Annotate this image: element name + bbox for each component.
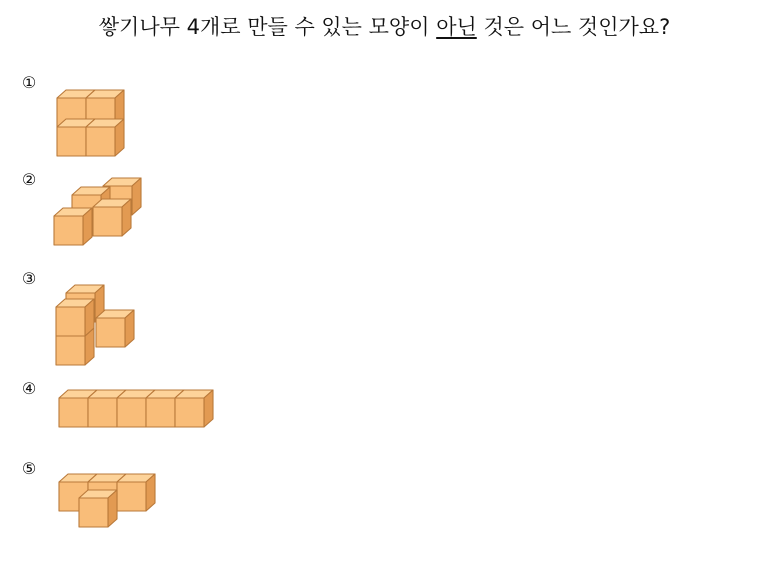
cube-top-face xyxy=(66,285,104,293)
cube-4-4 xyxy=(146,390,184,427)
choice-number-4[interactable]: ④ xyxy=(21,379,37,398)
cube-front-face xyxy=(93,207,122,236)
cube-side-face xyxy=(88,390,97,427)
cube-front-face xyxy=(146,398,175,427)
cube-top-face xyxy=(175,390,213,398)
cube-top-face xyxy=(146,390,184,398)
question-before: 쌓기나무 4개로 만들 수 있는 모양이 xyxy=(98,15,437,39)
cube-side-face xyxy=(132,178,141,215)
cube-front-face xyxy=(96,318,125,347)
cube-top-face xyxy=(86,90,124,98)
choice-number-2[interactable]: ② xyxy=(21,170,37,189)
cube-3-4 xyxy=(56,299,94,336)
question-after: 것은 어느 것인가요? xyxy=(476,15,671,39)
cube-top-face xyxy=(103,178,141,186)
cube-top-face xyxy=(57,90,95,98)
cube-side-face xyxy=(175,390,184,427)
cube-top-face xyxy=(88,390,126,398)
cube-top-face xyxy=(79,490,117,498)
cube-2-3 xyxy=(93,199,131,236)
cube-top-face xyxy=(117,474,155,482)
cube-1-3 xyxy=(57,119,95,156)
cube-4-3 xyxy=(117,390,155,427)
cube-top-face xyxy=(56,328,94,336)
cube-side-face xyxy=(115,119,124,156)
cube-3-2 xyxy=(96,310,134,347)
cube-front-face xyxy=(56,336,85,365)
cube-top-face xyxy=(59,390,97,398)
cube-4-5 xyxy=(175,390,213,427)
cube-top-face xyxy=(56,299,94,307)
cube-front-face xyxy=(54,216,83,245)
cube-top-face xyxy=(54,208,92,216)
cube-side-face xyxy=(85,328,94,365)
cube-2-1 xyxy=(103,178,141,215)
cube-side-face xyxy=(146,474,155,511)
cube-top-face xyxy=(57,119,95,127)
cube-side-face xyxy=(83,208,92,245)
cube-front-face xyxy=(72,195,101,224)
cube-top-face xyxy=(117,390,155,398)
cube-front-face xyxy=(59,398,88,427)
cube-top-face xyxy=(88,474,126,482)
cube-side-face xyxy=(117,390,126,427)
cube-2-4 xyxy=(54,208,92,245)
cube-side-face xyxy=(204,390,213,427)
cube-top-face xyxy=(59,474,97,482)
cube-5-1 xyxy=(59,474,97,511)
cube-side-face xyxy=(101,187,110,224)
cube-side-face xyxy=(115,90,124,127)
cube-side-face xyxy=(146,390,155,427)
cube-front-face xyxy=(57,127,86,156)
cube-front-face xyxy=(66,293,95,322)
cube-1-4 xyxy=(86,119,124,156)
cube-side-face xyxy=(122,199,131,236)
cube-side-face xyxy=(88,474,97,511)
choice-number-5[interactable]: ⑤ xyxy=(21,459,37,478)
cube-top-face xyxy=(96,310,134,318)
cube-top-face xyxy=(86,119,124,127)
cube-side-face xyxy=(125,310,134,347)
cube-3-1 xyxy=(66,285,104,322)
cube-3-3 xyxy=(56,328,94,365)
cube-5-2 xyxy=(88,474,126,511)
cube-front-face xyxy=(88,398,117,427)
cube-4-2 xyxy=(88,390,126,427)
cube-front-face xyxy=(88,482,117,511)
choice-number-3[interactable]: ③ xyxy=(21,269,37,288)
cube-side-face xyxy=(86,119,95,156)
cube-front-face xyxy=(117,482,146,511)
question-negation: 아닌 xyxy=(436,15,477,39)
cube-top-face xyxy=(72,187,110,195)
cube-front-face xyxy=(79,498,108,527)
cube-top-face xyxy=(93,199,131,207)
cube-4-1 xyxy=(59,390,97,427)
cube-side-face xyxy=(95,285,104,322)
cube-5-4 xyxy=(79,490,117,527)
cube-front-face xyxy=(103,186,132,215)
cube-front-face xyxy=(86,98,115,127)
cube-side-face xyxy=(85,299,94,336)
cube-1-1 xyxy=(57,90,95,127)
cube-front-face xyxy=(59,482,88,511)
cube-5-3 xyxy=(117,474,155,511)
choice-number-1[interactable]: ① xyxy=(21,73,37,92)
cube-front-face xyxy=(56,307,85,336)
cube-side-face xyxy=(86,90,95,127)
cube-2-2 xyxy=(72,187,110,224)
cube-front-face xyxy=(175,398,204,427)
cube-side-face xyxy=(108,490,117,527)
question-text xyxy=(0,12,769,42)
cube-front-face xyxy=(57,98,86,127)
cube-side-face xyxy=(117,474,126,511)
cube-front-face xyxy=(117,398,146,427)
cube-1-2 xyxy=(86,90,124,127)
cube-front-face xyxy=(86,127,115,156)
